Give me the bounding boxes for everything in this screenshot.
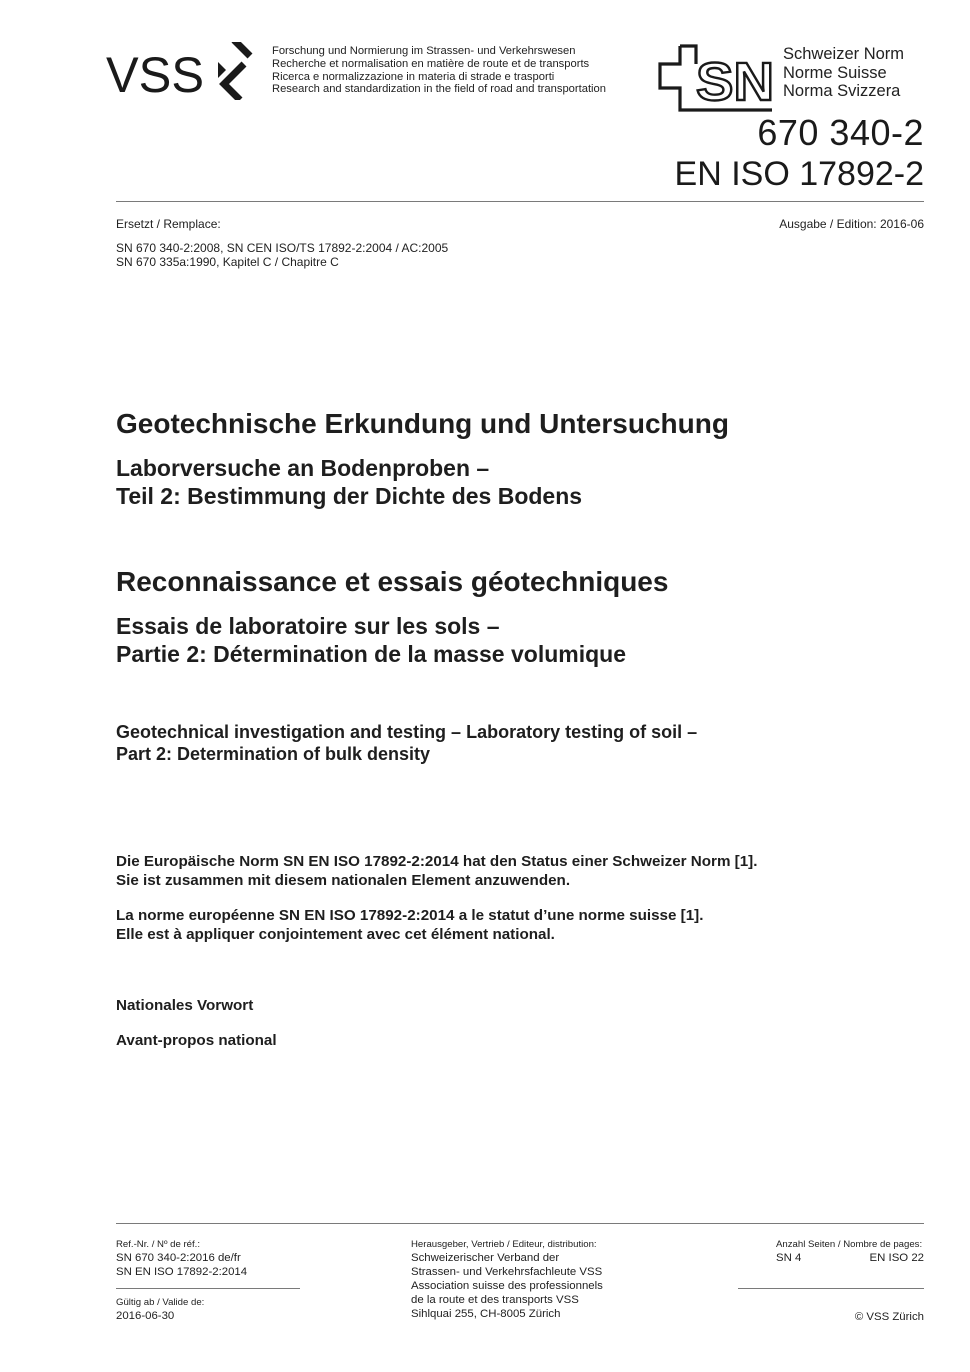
replaces-line: SN 670 335a:1990, Kapitel C / Chapitre C bbox=[116, 255, 339, 269]
pages-sn: SN 4 bbox=[776, 1252, 802, 1264]
footer-divider bbox=[116, 1223, 924, 1224]
vss-logo-text: VSS bbox=[106, 47, 204, 100]
subtitle-fr-line: Essais de laboratoire sur les sols – bbox=[116, 613, 500, 639]
ref-line: SN EN ISO 17892-2:2014 bbox=[116, 1266, 248, 1278]
publisher-line: Sihlquai 255, CH-8005 Zürich bbox=[411, 1308, 561, 1320]
vss-tagline-it: Ricerca e normalizzazione in materia di strade e trasporti bbox=[272, 70, 555, 83]
subtitle-fr-line: Partie 2: Détermination de la masse volumique bbox=[116, 640, 626, 667]
title-en bbox=[116, 721, 697, 765]
copyright: © VSS Zürich bbox=[854, 1311, 924, 1323]
header-divider bbox=[116, 201, 924, 202]
publisher-label: Herausgeber, Vertrieb / Editeur, distribution: bbox=[411, 1239, 597, 1250]
sn-name-it: Norma Svizzera bbox=[783, 82, 901, 100]
publisher-line: Association suisse des professionnels bbox=[411, 1280, 603, 1292]
title-en-line: Part 2: Determination of bulk density bbox=[116, 744, 431, 764]
sn-logo-text: SN bbox=[696, 52, 774, 112]
subtitle-de bbox=[116, 455, 582, 510]
ref-line: SN 670 340-2:2016 de/fr bbox=[116, 1252, 241, 1264]
foreword-heading-de: Nationales Vorwort bbox=[116, 997, 254, 1014]
valid-date: 2016-06-30 bbox=[116, 1310, 175, 1322]
publisher-line: Strassen- und Verkehrsfachleute VSS bbox=[411, 1266, 603, 1278]
status-de bbox=[116, 853, 757, 890]
vss-tagline bbox=[272, 45, 606, 96]
footer-validity bbox=[116, 1296, 204, 1323]
edition-label: Ausgabe / Edition: 2016-06 bbox=[779, 217, 924, 231]
footer-ref-divider bbox=[116, 1288, 300, 1289]
ref-label: Ref.-Nr. / Nº de réf.: bbox=[116, 1239, 201, 1250]
sn-name-fr: Norme Suisse bbox=[783, 63, 887, 82]
sn-name-de: Schweizer Norm bbox=[783, 45, 905, 63]
status-fr-line: Elle est à appliquer conjointement avec cet élément national. bbox=[116, 925, 555, 943]
status-de-line: Sie ist zusammen mit diesem nationalen Element anzuwenden. bbox=[116, 871, 571, 889]
vss-logo bbox=[106, 42, 266, 100]
valid-label: Gültig ab / Valide de: bbox=[116, 1297, 205, 1308]
replaces-label: Ersetzt / Remplace: bbox=[116, 217, 221, 231]
title-fr: Reconnaissance et essais géotechniques bbox=[116, 566, 669, 597]
replaces-line: SN 670 340-2:2008, SN CEN ISO/TS 17892-2:2004 / AC:2005 bbox=[116, 241, 449, 255]
vss-tagline-en: Research and standardization in the field of road and transportation bbox=[272, 83, 606, 96]
footer-pages-divider bbox=[738, 1288, 924, 1289]
footer-reference bbox=[116, 1238, 247, 1279]
footer-pages bbox=[776, 1238, 924, 1265]
status-fr bbox=[116, 907, 703, 944]
foreword-heading-fr: Avant-propos national bbox=[116, 1032, 277, 1049]
title-en-line: Geotechnical investigation and testing – Laboratory testing of soil – bbox=[116, 722, 698, 742]
vss-tagline-fr: Recherche et normalisation en matière de route et de transports bbox=[272, 57, 590, 70]
subtitle-de-line: Laborversuche an Bodenproben – bbox=[116, 455, 490, 481]
status-de-line: Die Europäische Norm SN EN ISO 17892-2:2014 hat den Status einer Schweizer Norm [1]. bbox=[116, 853, 758, 870]
subtitle-fr bbox=[116, 613, 626, 668]
pages-label: Anzahl Seiten / Nombre de pages: bbox=[776, 1239, 923, 1250]
vss-tagline-de: Forschung und Normierung im Strassen- und Verkehrswesen bbox=[272, 45, 576, 57]
document-number: 670 340-2 bbox=[757, 112, 924, 153]
publisher-line: de la route et des transports VSS bbox=[411, 1294, 579, 1306]
sn-logo bbox=[656, 44, 776, 112]
sn-names bbox=[783, 45, 904, 101]
document-iso-number: EN ISO 17892-2 bbox=[674, 155, 924, 193]
replaces-list bbox=[116, 241, 448, 269]
footer-publisher bbox=[411, 1238, 603, 1321]
title-de: Geotechnische Erkundung und Untersuchung bbox=[116, 408, 729, 439]
subtitle-de-line: Teil 2: Bestimmung der Dichte des Bodens bbox=[116, 482, 583, 509]
publisher-line: Schweizerischer Verband der bbox=[411, 1252, 560, 1264]
status-fr-line: La norme européenne SN EN ISO 17892-2:2014 a le statut d’une norme suisse [1]. bbox=[116, 907, 704, 924]
pages-iso: EN ISO 22 bbox=[869, 1252, 924, 1264]
